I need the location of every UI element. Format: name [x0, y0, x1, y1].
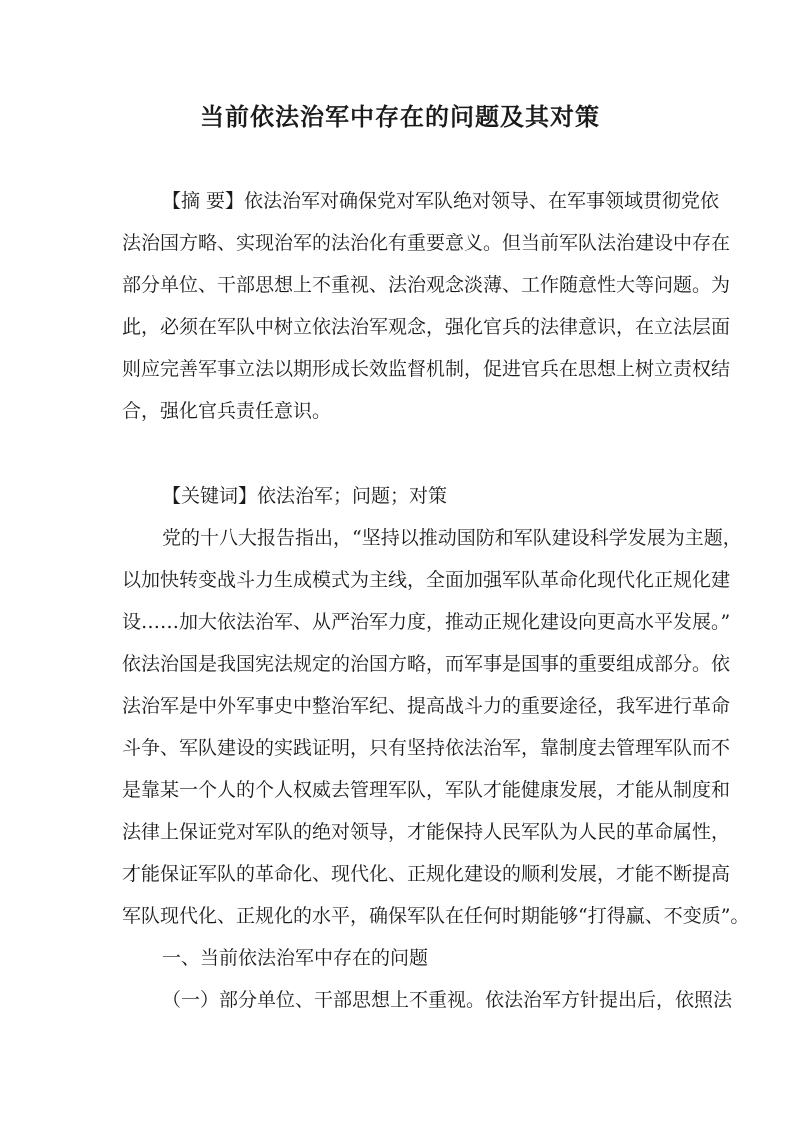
body-line: 斗争、军队建设的实践证明，只有坚持依法治军，靠制度去管理军队而不 [122, 737, 731, 759]
abstract-line: 此，必须在军队中树立依法治军观念，强化官兵的法律意识，在立法层面 [122, 316, 731, 338]
body-line: 依法治国是我国宪法规定的治国方略，而军事是国事的重要组成部分。依 [122, 653, 731, 675]
document-title: 当前依法治军中存在的问题及其对策 [200, 102, 600, 131]
abstract-line: 法治国方略、实现治军的法治化有重要意义。但当前军队法治建设中存在 [122, 232, 731, 254]
keywords-line: 【关键词】依法治军；问题；对策 [162, 485, 448, 507]
section-heading: 一、当前依法治军中存在的问题 [162, 947, 429, 969]
body-line: 是靠某一个人的个人权威去管理军队，军队才能健康发展，才能从制度和 [122, 779, 731, 801]
body-line: 法治军是中外军事史中整治军纪、提高战斗力的重要途径，我军进行革命 [122, 695, 731, 717]
abstract-line: 则应完善军事立法以期形成长效监督机制，促进官兵在思想上树立责权结 [122, 358, 731, 380]
abstract-line: 合，强化官兵责任意识。 [122, 400, 332, 422]
body-line: 设……加大依法治军、从严治军力度，推动正规化建设向更高水平发展。” [122, 611, 731, 633]
body-line: 党的十八大报告指出，“坚持以推动国防和军队建设科学发展为主题， [162, 527, 742, 549]
body-line: 以加快转变战斗力生成模式为主线，全面加强军队革命化现代化正规化建 [122, 569, 731, 591]
body-line: 法律上保证党对军队的绝对领导，才能保持人民军队为人民的革命属性， [122, 821, 731, 843]
subsection-line: （一）部分单位、干部思想上不重视。依法治军方针提出后，依照法 [162, 989, 733, 1011]
body-line: 军队现代化、正规化的水平，确保军队在任何时期能够“打得赢、不变质”。 [122, 905, 750, 927]
abstract-line: 【摘 要】依法治军对确保党对军队绝对领导、在军事领域贯彻党依 [162, 190, 720, 212]
body-line: 才能保证军队的革命化、现代化、正规化建设的顺利发展，才能不断提高 [122, 863, 731, 885]
abstract-line: 部分单位、干部思想上不重视、法治观念淡薄、工作随意性大等问题。为 [122, 274, 731, 296]
